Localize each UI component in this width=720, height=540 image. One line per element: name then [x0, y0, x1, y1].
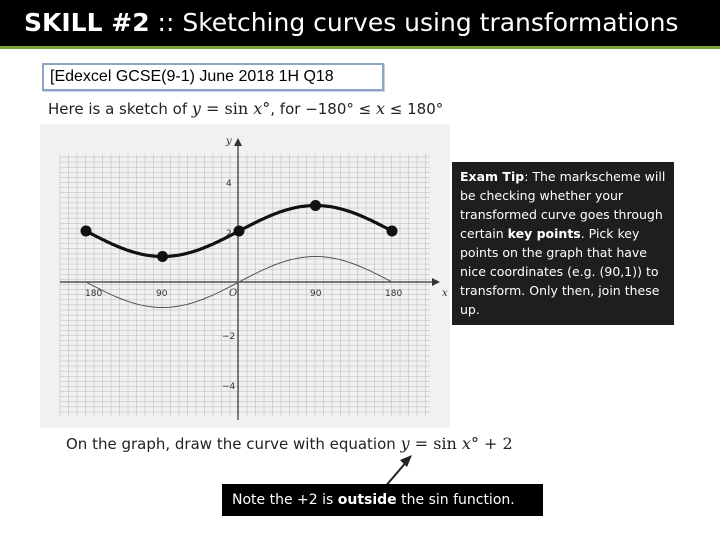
- x-tick-label-neg180: 180: [85, 289, 103, 299]
- equation-x: x: [253, 99, 263, 118]
- question-equation: [192, 99, 270, 118]
- graph-axes: [60, 136, 448, 420]
- question-range-end: ≤ 180°: [385, 100, 444, 118]
- title-accent-line: [0, 46, 720, 49]
- exam-tip-text-1: : The markscheme will be checking whether your transformed curve goes through certain: [460, 169, 666, 241]
- instruction-x: x: [461, 434, 471, 453]
- x-axis-arrow: [432, 278, 440, 286]
- x-tick-label-180: 180: [385, 289, 403, 299]
- instruction-sin: = sin: [409, 434, 462, 453]
- key-point-marker: [157, 251, 168, 262]
- x-tick-label-neg90: 90: [156, 289, 168, 299]
- key-point-marker: [234, 226, 245, 237]
- question-range-start: , for −180° ≤: [270, 100, 376, 118]
- origin-label: O: [229, 288, 238, 299]
- slide-title: [0, 0, 720, 46]
- y-axis-label: y: [226, 136, 232, 147]
- x-axis-label: x: [442, 288, 448, 299]
- y-axis-arrow: [234, 138, 242, 146]
- exam-tip-text-2: . Pick key points on the graph that have nice coordinates (e.g. (90,1)) to transform. Only then, join these up.: [460, 226, 660, 317]
- y-tick-label-neg2: −2: [222, 332, 236, 342]
- y-tick-label-4: 4: [226, 179, 232, 189]
- graph-panel: [40, 124, 450, 428]
- question-source-label: [Edexcel GCSE(9-1) June 2018 1H Q18: [42, 63, 384, 91]
- instruction-intro: On the graph, draw the curve with equation: [66, 435, 401, 453]
- instruction-plus-two: + 2: [478, 434, 513, 453]
- graph-grid: [60, 154, 430, 416]
- x-tick-label-90: 90: [310, 289, 322, 299]
- sine-graph: [40, 124, 450, 428]
- key-point-marker: [81, 226, 92, 237]
- instruction-degree: °: [470, 434, 479, 453]
- question-range-var: x: [376, 99, 386, 118]
- question-intro: Here is a sketch of: [48, 100, 192, 118]
- note-outside: outside: [337, 492, 397, 508]
- skill-number: SKILL #2: [24, 8, 150, 37]
- key-point-marker: [387, 226, 398, 237]
- equation-sin: = sin: [200, 99, 254, 118]
- equation-y: y: [191, 99, 201, 118]
- note-text-after: the sin function.: [396, 492, 515, 508]
- skill-title: :: Sketching curves using transformations: [149, 8, 679, 37]
- question-text: [48, 97, 468, 121]
- key-point-marker: [310, 200, 321, 211]
- exam-tip-key-points: key points: [507, 226, 581, 241]
- instruction-y: y: [400, 434, 410, 453]
- note-box: [222, 484, 543, 516]
- y-tick-label-neg4: −4: [222, 382, 236, 392]
- exam-tip-label: Exam Tip: [460, 169, 525, 184]
- instruction-text: [66, 432, 513, 456]
- y-tick-label-2: 2: [226, 229, 232, 239]
- equation-degree: °: [262, 99, 271, 118]
- note-text-before: Note the +2 is: [232, 492, 338, 508]
- exam-tip-box: [452, 162, 674, 325]
